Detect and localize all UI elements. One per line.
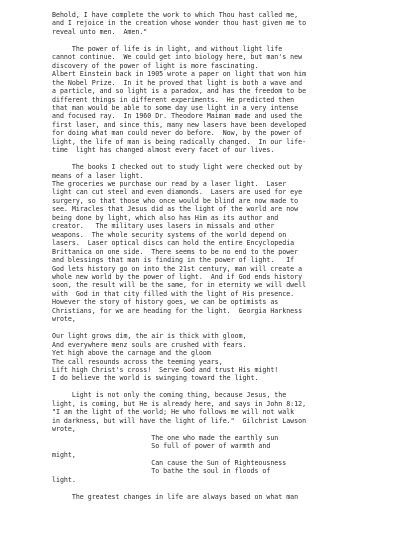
text-line: time light has changed almost every facet of our lives. (52, 146, 275, 155)
text-line: I do believe the world is swinging toward the light. (52, 374, 259, 383)
text-line: and I rejoice in the creation whose wonder thou hast given me to (52, 19, 307, 28)
text-line: Albert Einstein back in 1905 wrote a paper on light that won him (52, 70, 307, 79)
text-line: The groceries we purchase our read by a laser light. Laser (52, 180, 287, 189)
text-line: To bathe the soul in floods of (52, 467, 271, 476)
text-line: So full of power of warmth and (52, 442, 271, 451)
text-line: light. (52, 475, 76, 484)
text-line: and focused ray. In 1960 Dr. Theodore Maiman made and used the (52, 112, 303, 121)
paragraph-intro (52, 11, 400, 36)
text-line: whole new world by the power of light. And if God ends history (52, 273, 303, 282)
text-line: Can cause the Sun of Righteousness (52, 458, 287, 467)
text-line: a particle, and so light is a paradox, and has the freedom to be (52, 87, 307, 96)
text-line: and blessings that man is finding in the power of light. If (52, 256, 295, 265)
text-line: God lets history go on into the 21st century, man will create a (52, 264, 303, 273)
text-line: However the story of history goes, we can be optimists as (52, 298, 279, 307)
text-line: with God in that city filled with the light of His presence. (52, 289, 295, 298)
text-line: The call resounds across the teeming years, (52, 357, 223, 366)
text-line: means of a laser light. (52, 171, 144, 180)
paragraph-gap (52, 36, 400, 44)
text-line: Our light grows dim, the air is thick with gloom, (52, 332, 247, 341)
text-line: And everywhere menz souls are crushed with fears. (52, 340, 247, 349)
paragraph-laser-light (52, 163, 400, 324)
text-line: Behold, I have complete the work to which Thou hast called me, (52, 11, 299, 19)
paragraph-gap (52, 383, 400, 391)
text-line: that man would be able to some day use light in a very intense (52, 103, 299, 112)
text-line: light, is coming, but He is already here, and says in John 8:12, (52, 399, 307, 408)
text-line: being done by light, which also has Him as its author and (52, 213, 279, 222)
text-line: see. Miracles that Jesus did as the light of the world are now (52, 205, 299, 214)
text-line: The power of life is in light, and without light life (52, 44, 283, 53)
text-line: surgery, so that those who once would be blind are now made to (52, 196, 299, 205)
text-line: "I am the light of the world; He who follows me will not walk (52, 408, 295, 417)
paragraph-greatest-changes (52, 493, 400, 501)
text-line: first laser, and since this, many new lasers have been developed (52, 120, 307, 129)
text-line: cannot continue. We could get into biology here, but man's new (52, 53, 303, 62)
text-line: The books I checked out to study light were checked out by (52, 163, 303, 172)
text-line: wrote, (52, 315, 76, 324)
text-line: The one who made the earthly sun (52, 433, 279, 442)
text-line: Light is not only the coming thing, because Jesus, the (52, 391, 287, 400)
text-line: light can cut steel and even diamonds. Lasers are used for eye (52, 188, 303, 197)
text-line: in darkness, but will have the light of life." Gilchrist Lawson (52, 416, 307, 425)
text-line: reveal unto men. Amen." (52, 27, 148, 36)
text-line: creator. The military uses lasers in missals and other (52, 222, 275, 231)
paragraph-gap (52, 484, 400, 492)
text-line: Christians, for we are heading for the light. Georgia Harkness (52, 306, 303, 315)
text-line: wrote, (52, 425, 76, 434)
text-line: Lift high Christ's cross! Serve God and trust His might! (52, 365, 279, 374)
document-body (52, 11, 400, 501)
text-line: might, (52, 450, 76, 459)
text-line: lasers. Laser optical discs can hold the entire Encyclopedia (52, 239, 295, 248)
text-line: weapons. The whole security systems of the world depend on (52, 230, 287, 239)
text-line: soon, the result will be the same, for in eternity we will dwell (52, 281, 307, 290)
text-line: Brittanica on one side. There seems to be no end to the power (52, 247, 299, 256)
text-line: discovery of the power of light is more fascinating. (52, 61, 259, 70)
text-line: light, the life of man is being radically changed. In our life- (52, 137, 307, 146)
paragraph-gap (52, 324, 400, 332)
paragraph-power-of-life (52, 45, 400, 155)
text-line: Yet high above the carnage and the gloom (52, 349, 211, 358)
text-line: The greatest changes in life are always based on what man (52, 492, 299, 501)
paragraph-harkness-poem (52, 332, 400, 383)
text-line: different things in different experiments. He predicted then (52, 95, 295, 104)
paragraph-gap (52, 155, 400, 163)
text-line: the Nobel Prize. In it he proved that light is both a wave and (52, 78, 303, 87)
paragraph-light-coming (52, 391, 400, 484)
text-line: for doing what man could never do before. Now, by the power of (52, 129, 303, 138)
